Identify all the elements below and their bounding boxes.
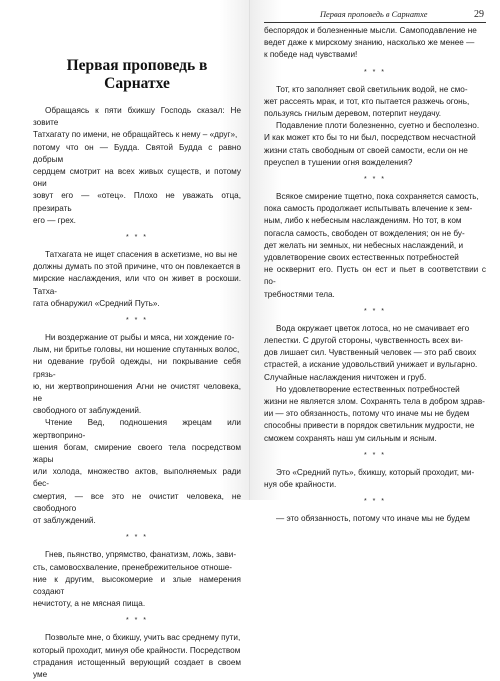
paragraph: Гнев, пьянство, упрямство, фанатизм, ложь, зави- сть, самовосхваление, пренебрежительное отноше- ние к другим, высокомерие и злые намерения создают нечистоту, а не мясная пища. — [33, 550, 241, 609]
paragraph: Чтение Вед, подношения жрецам или жертвоприно- шения богам, смирение своего тела посредством жары или холода, множество актов, выполняемых ради бес- смертия, — все это не очистит человека, не свободного от заблуждений. — [33, 418, 241, 526]
paragraph: беспорядок и болезненные мысли. Самоподавление не ведет даже к мирскому знанию, насколько же менее — к победе над чувствами! — [264, 26, 477, 60]
paragraph: Вода окружает цветок лотоса, но не смачивает его лепестки. С другой стороны, чувственность всех ви- дов лишает сил. Чувственный человек — это раб своих страстей, а искание удовольствий унижает и вульгарно. Случайные наслаждения ничтожен и груб. — [264, 323, 478, 382]
left-page-body — [33, 105, 241, 681]
section-separator: * * * — [363, 498, 387, 506]
section-separator: * * * — [125, 317, 149, 325]
right-page — [252, 0, 500, 524]
page-number: 29 — [474, 9, 484, 20]
section-separator: * * * — [363, 307, 387, 315]
paragraph: Обращаясь к пяти бхикшу Господь сказал: Не зовите Татхагату по имени, не обращайтесь к нему – «друг», потому что он — Будда. Святой Будда с равно добрым сердцем смотрит на всех живых существ, и потому они зовут его — «отец». Плохо не уважать отца, презирать его — грех. — [33, 106, 241, 225]
running-title: Первая проповедь в Сарнатхе — [320, 10, 428, 19]
paragraph: Всякое смирение тщетно, пока сохраняется самость, пока самость продолжает испытывать влечение к зем- ным, либо к небесным наслаждениям. Но тот, в ком погасла самость, свободен от вожделения; он не бу- дет желать ни земных, ни небесных наслаждений, и удовлетворение своих естественных потребностей не осквернит его. Пусть он ест и пьет в соответствии с по- требностями тела. — [264, 192, 486, 299]
right-page-body — [264, 23, 486, 526]
left-page — [0, 0, 250, 679]
section-separator: * * * — [363, 451, 387, 459]
section-separator: * * * — [125, 234, 149, 242]
paragraph: — это обязанность, потому что иначе мы не будем — [276, 514, 470, 524]
running-header — [264, 0, 486, 23]
section-separator: * * * — [363, 176, 387, 184]
section-separator: * * * — [125, 534, 149, 542]
paragraph: Ни воздержание от рыбы и мяса, ни хождение го- лым, ни бритье головы, ни ношение спутанных волос, ни одевание грубой одежды, ни покрывание себя грязь- ю, ни жертвоприношения Агни не очистят человека, не свободного от заблуждений. — [33, 333, 241, 416]
section-separator: * * * — [125, 617, 149, 625]
chapter-title: Первая проповедь в Сарнатхе — [66, 57, 208, 92]
paragraph: Подавление плоти болезненно, суетно и бесполезно. И как может кто бы то ни был, посредством несчастной жизни стать свободным от своей самости, если он не преуспел в тушении огня вожделения? — [264, 121, 480, 167]
section-separator: * * * — [363, 68, 387, 76]
paragraph: Тот, кто заполняет свой светильник водой, не смо- жет рассеять мрак, и тот, кто пытается разжечь огонь, пользуясь гнилым деревом, потерпит неудачу. — [264, 84, 470, 119]
paragraph: Но удовлетворение естественных потребностей жизни не является злом. Сохранять тела в добром здрав- ии — это обязанность, потому что иначе мы не будем способны привести в порядок светильник мудрости, не сможем сохранять наш ум сильным и ясным. — [264, 384, 485, 443]
paragraph: Это «Средний путь», бхикшу, который проходит, ми- нуя обе крайности. — [264, 467, 475, 490]
paragraph: Позвольте мне, о бхикшу, учить вас среднему пути, который проходит, минуя обе крайности. Посредством страдания истощенный верующий создает в своем уме — [33, 633, 241, 679]
paragraph: Татхагата не ищет спасения в аскетизме, но вы не должны думать по этой причине, что он повлекается в мирские наслаждения, или что он живет в роскоши. Татха- гата обнаружил «Средний Путь». — [33, 250, 241, 308]
